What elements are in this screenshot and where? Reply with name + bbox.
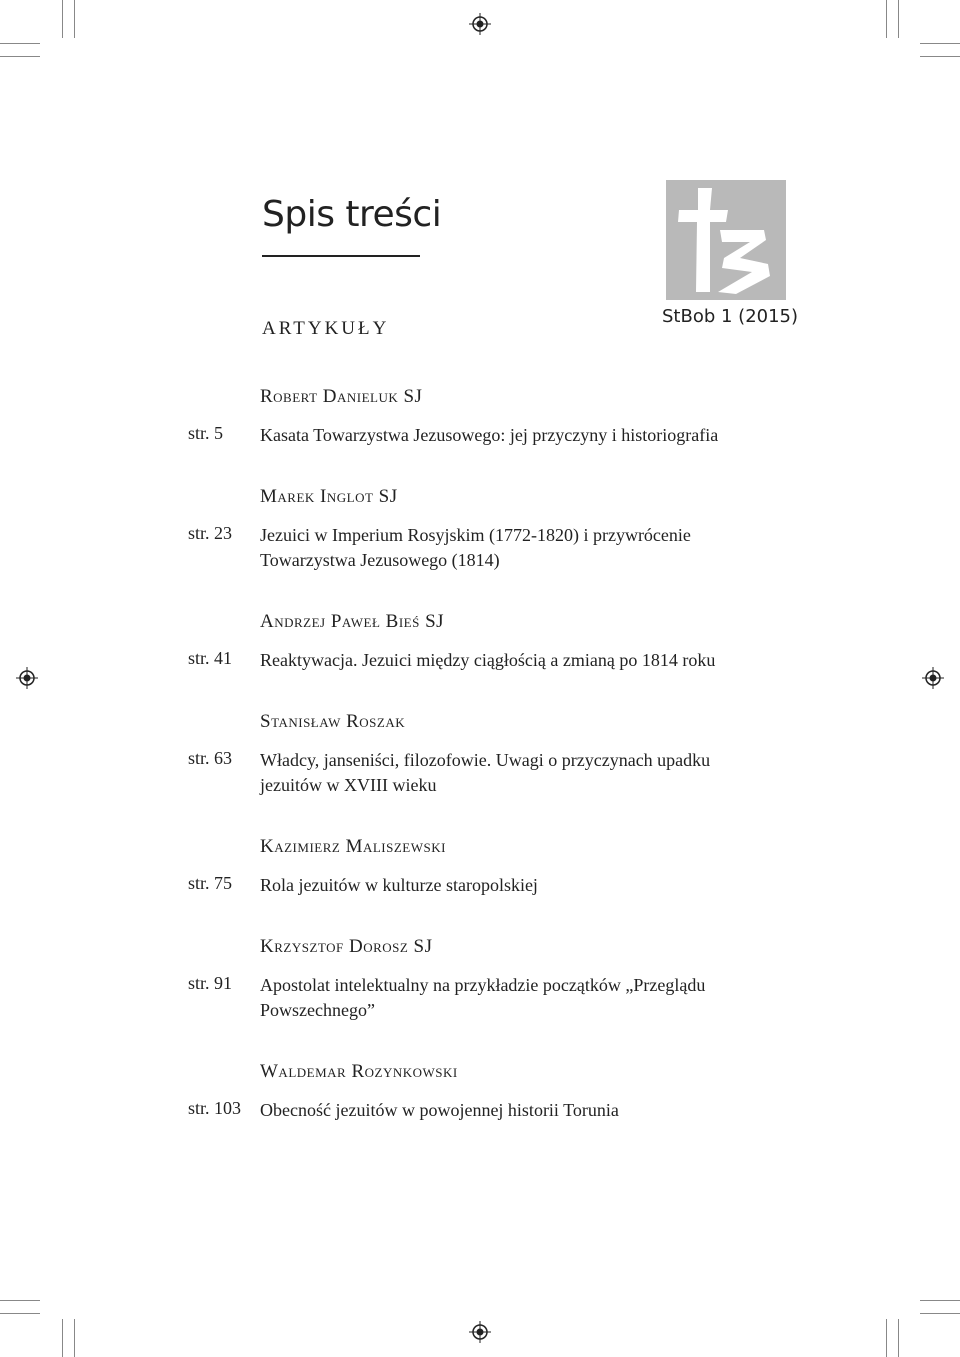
entry-title: Kasata Towarzystwa Jezusowego: jej przyczyny i historiografia (260, 425, 719, 445)
entry-title: Jezuici w Imperium Rosyjskim (1772-1820) i przywrócenie Towarzystwa Jezusowego (1814) (260, 525, 691, 570)
section-heading: ARTYKUŁY (262, 318, 390, 339)
crop-mark (62, 0, 63, 38)
entry-page: str. 5 (188, 423, 224, 443)
entry-author: Robert Danieluk SJ (260, 386, 423, 407)
crop-mark (920, 1300, 960, 1301)
entry-page: str. 23 (188, 523, 233, 543)
registration-mark-icon (469, 1321, 491, 1343)
page-title: Spis treści (262, 194, 442, 235)
crop-mark (0, 43, 40, 44)
entry-page: str. 41 (188, 648, 233, 668)
crop-mark (898, 0, 899, 38)
entry-author: Krzysztof Dorosz SJ (260, 936, 433, 957)
entry-title: Apostolat intelektualny na przykładzie początków „Przeglądu Powszechnego” (260, 975, 706, 1020)
crop-mark (0, 1313, 40, 1314)
journal-logo-icon (666, 180, 786, 300)
entry-title: Obecność jezuitów w powojennej historii Torunia (260, 1100, 619, 1120)
crop-mark (74, 0, 75, 38)
entry-title: Władcy, janseniści, filozofowie. Uwagi o przyczynach upadku jezuitów w XVIII wieku (260, 750, 711, 795)
crop-mark (920, 43, 960, 44)
journal-label: StBob 1 (2015) (662, 306, 799, 327)
entry-page: str. 75 (188, 873, 233, 893)
registration-mark-icon (469, 13, 491, 35)
crop-mark (0, 56, 40, 57)
crop-mark (0, 1300, 40, 1301)
title-underline (262, 255, 420, 257)
crop-mark (886, 0, 887, 38)
entry-author: Stanisław Roszak (260, 711, 406, 732)
crop-mark (898, 1319, 899, 1357)
registration-mark-icon (922, 667, 944, 689)
crop-mark (62, 1319, 63, 1357)
entry-page: str. 103 (188, 1098, 242, 1118)
entry-title: Reaktywacja. Jezuici między ciągłością a zmianą po 1814 roku (260, 650, 716, 670)
entry-author: Marek Inglot SJ (260, 486, 398, 507)
entry-author: Andrzej Paweł Bieś SJ (260, 611, 445, 632)
registration-mark-icon (16, 667, 38, 689)
crop-mark (74, 1319, 75, 1357)
entry-author: Kazimierz Maliszewski (260, 836, 446, 857)
entry-author: Waldemar Rozynkowski (260, 1061, 458, 1082)
entry-page: str. 63 (188, 748, 233, 768)
crop-mark (920, 56, 960, 57)
crop-mark (886, 1319, 887, 1357)
crop-mark (920, 1313, 960, 1314)
entry-page: str. 91 (188, 973, 233, 993)
entry-title: Rola jezuitów w kulturze staropolskiej (260, 875, 538, 895)
